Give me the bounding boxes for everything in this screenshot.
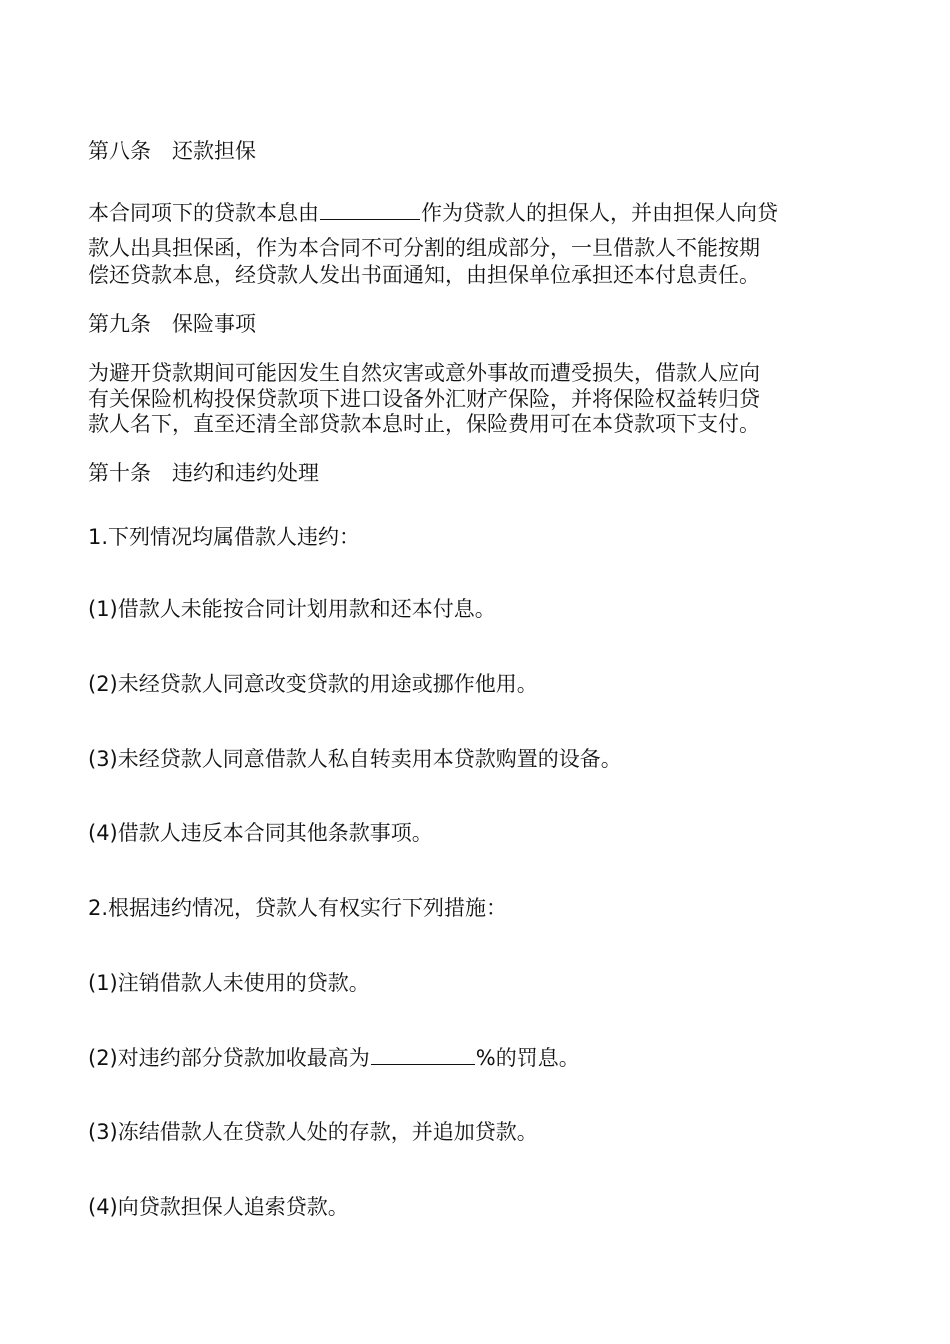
article-9-paragraph-line-2: 有关保险机构投保贷款项下进口设备外汇财产保险，并将保险权益转归贷 bbox=[88, 387, 760, 411]
list-item bbox=[88, 1044, 580, 1071]
list-item: (2)未经贷款人同意改变贷款的用途或挪作他用。 bbox=[88, 672, 538, 696]
article-9-paragraph-line-1: 为避开贷款期间可能因发生自然灾害或意外事故而遭受损失，借款人应向 bbox=[88, 361, 760, 385]
article-9-paragraph-line-3: 款人名下，直至还清全部贷款本息时止，保险费用可在本贷款项下支付。 bbox=[88, 412, 760, 436]
penalty-rate-blank bbox=[371, 1044, 475, 1065]
penalty-text-before-blank: (2)对违约部分贷款加收最高为 bbox=[88, 1046, 370, 1070]
article-8-paragraph-line-1 bbox=[88, 199, 778, 226]
article-8-paragraph-line-3: 偿还贷款本息，经贷款人发出书面通知，由担保单位承担还本付息责任。 bbox=[88, 263, 760, 287]
list-item: (3)未经贷款人同意借款人私自转卖用本贷款购置的设备。 bbox=[88, 747, 622, 771]
article-10-heading: 第十条 违约和违约处理 bbox=[88, 461, 319, 485]
list-item: (1)注销借款人未使用的贷款。 bbox=[88, 971, 370, 995]
list-item: (1)借款人未能按合同计划用款和还本付息。 bbox=[88, 597, 496, 621]
article-8-paragraph-line-2: 款人出具担保函，作为本合同不可分割的组成部分，一旦借款人不能按期 bbox=[88, 236, 760, 260]
article-8-heading: 第八条 还款担保 bbox=[88, 139, 256, 163]
list-item: 1.下列情况均属借款人违约： bbox=[88, 525, 361, 549]
article-8-text-before-blank: 本合同项下的贷款本息由 bbox=[88, 201, 319, 225]
list-item: 2.根据违约情况，贷款人有权实行下列措施： bbox=[88, 896, 508, 920]
guarantor-blank bbox=[320, 199, 420, 220]
penalty-text-after-blank: %的罚息。 bbox=[475, 1046, 580, 1070]
list-item: (4)向贷款担保人追索贷款。 bbox=[88, 1195, 349, 1219]
article-8-text-after-blank: 作为贷款人的担保人，并由担保人向贷 bbox=[421, 201, 778, 225]
list-item: (4)借款人违反本合同其他条款事项。 bbox=[88, 821, 433, 845]
article-9-heading: 第九条 保险事项 bbox=[88, 312, 256, 336]
list-item: (3)冻结借款人在贷款人处的存款，并追加贷款。 bbox=[88, 1120, 538, 1144]
